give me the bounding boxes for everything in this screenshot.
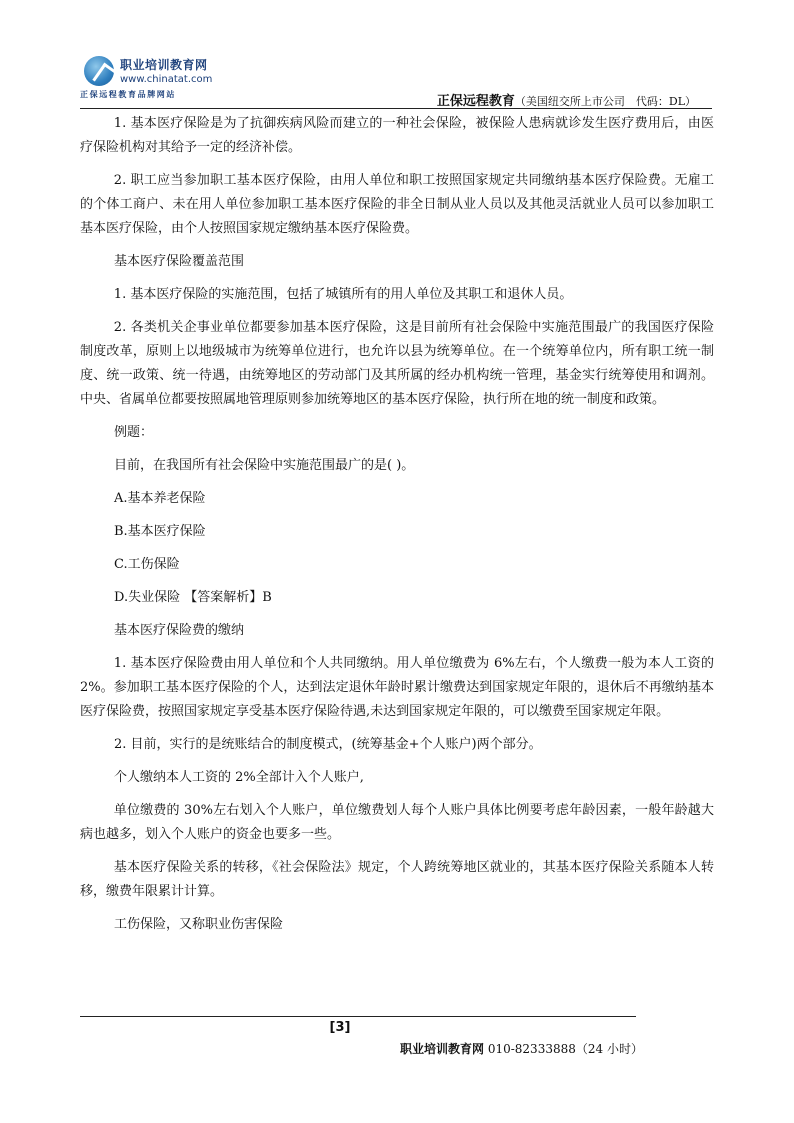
paragraph: 目前，在我国所有社会保险中实施范围最广的是( )。	[114, 458, 415, 473]
header-brand	[437, 90, 696, 109]
paragraph: 工伤保险，又称职业伤害保险	[114, 917, 284, 932]
logo-name: 职业培训教育网	[120, 58, 208, 72]
paragraph: 基本医疗保险关系的转移，《社会保险法》规定，个人跨统筹地区就业的，其基本医疗保险关系随本人转移，缴费年限累计计算。	[80, 860, 714, 899]
paragraph: 2. 目前，实行的是统账结合的制度模式，(统筹基金+个人账户)两个部分。	[114, 737, 542, 752]
paragraph: A.基本养老保险	[114, 491, 206, 506]
paragraph: 基本医疗保险费的缴纳	[114, 623, 245, 638]
paragraph: 1. 基本医疗保险的实施范围，包括了城镇所有的用人单位及其职工和退休人员。	[113, 287, 573, 302]
footer-phone: 010-82333888（24 小时）	[484, 1042, 643, 1056]
paragraph: 例题：	[114, 425, 154, 440]
paragraph: 基本医疗保险覆盖范围	[114, 254, 245, 269]
paragraph: B.基本医疗保险	[114, 524, 206, 539]
paragraph: D.失业保险 【答案解析】B	[114, 590, 272, 605]
document-body	[80, 112, 714, 946]
page-number: [3]	[329, 1020, 351, 1035]
brand-name: 正保远程教育	[436, 94, 515, 109]
site-logo[interactable]	[80, 52, 220, 104]
paragraph: 1. 基本医疗保险费由用人单位和个人共同缴纳。用人单位缴费为 6%左右，个人缴费一般为本人工资的 2%。参加职工基本医疗保险的个人，达到法定退休年龄时累计缴费达到国家规定年限的，退休后不再缴纳基本医疗保险费，按照国家规定享受基本医疗保险待遇,未达到国家规定年限的，可以缴费至国家规定年限。	[80, 656, 714, 719]
logo-url: www.chinatat.com	[120, 74, 213, 85]
brand-subtitle: （美国纽交所上市公司 代码：DL）	[514, 95, 696, 108]
page-header	[80, 52, 712, 108]
paragraph: 个人缴纳本人工资的 2%全部计入个人账户,	[114, 770, 364, 785]
paragraph: 2. 各类机关企事业单位都要参加基本医疗保险，这是目前所有社会保险中实施范围最广的我国医疗保险制度改革，原则上以地级城市为统筹单位进行，也允许以县为统筹单位。在一个统筹单位内，所有职工统一制度、统一政策、统一待遇，由统筹地区的劳动部门及其所属的经办机构统一管理，基金实行统筹使用和调剂。中央、省属单位都要按照属地管理原则参加统筹地区的基本医疗保险，执行所在地的统一制度和政策。	[80, 320, 714, 407]
footer-contact	[400, 1040, 643, 1057]
footer-divider	[80, 1016, 636, 1017]
header-divider	[80, 108, 712, 109]
logo-emblem-icon	[84, 56, 114, 86]
paragraph: 1. 基本医疗保险是为了抗御疾病风险而建立的一种社会保险，被保险人患病就诊发生医疗费用后，由医疗保险机构对其给予一定的经济补偿。	[80, 116, 714, 155]
logo-slogan: 正保远程教育品牌网站	[80, 90, 176, 99]
paragraph: C.工伤保险	[114, 557, 180, 572]
paragraph: 2. 职工应当参加职工基本医疗保险，由用人单位和职工按照国家规定共同缴纳基本医疗保险费。无雇工的个体工商户、未在用人单位参加职工基本医疗保险的非全日制从业人员以及其他灵活就业人员可以参加职工基本医疗保险，由个人按照国家规定缴纳基本医疗保险费。	[80, 173, 714, 236]
footer-site-name: 职业培训教育网	[400, 1042, 485, 1056]
paragraph: 单位缴费的 30%左右划入个人账户，单位缴费划人每个人账户具体比例要考虑年龄因素，一般年龄越大病也越多，划入个人账户的资金也要多一些。	[80, 803, 714, 842]
